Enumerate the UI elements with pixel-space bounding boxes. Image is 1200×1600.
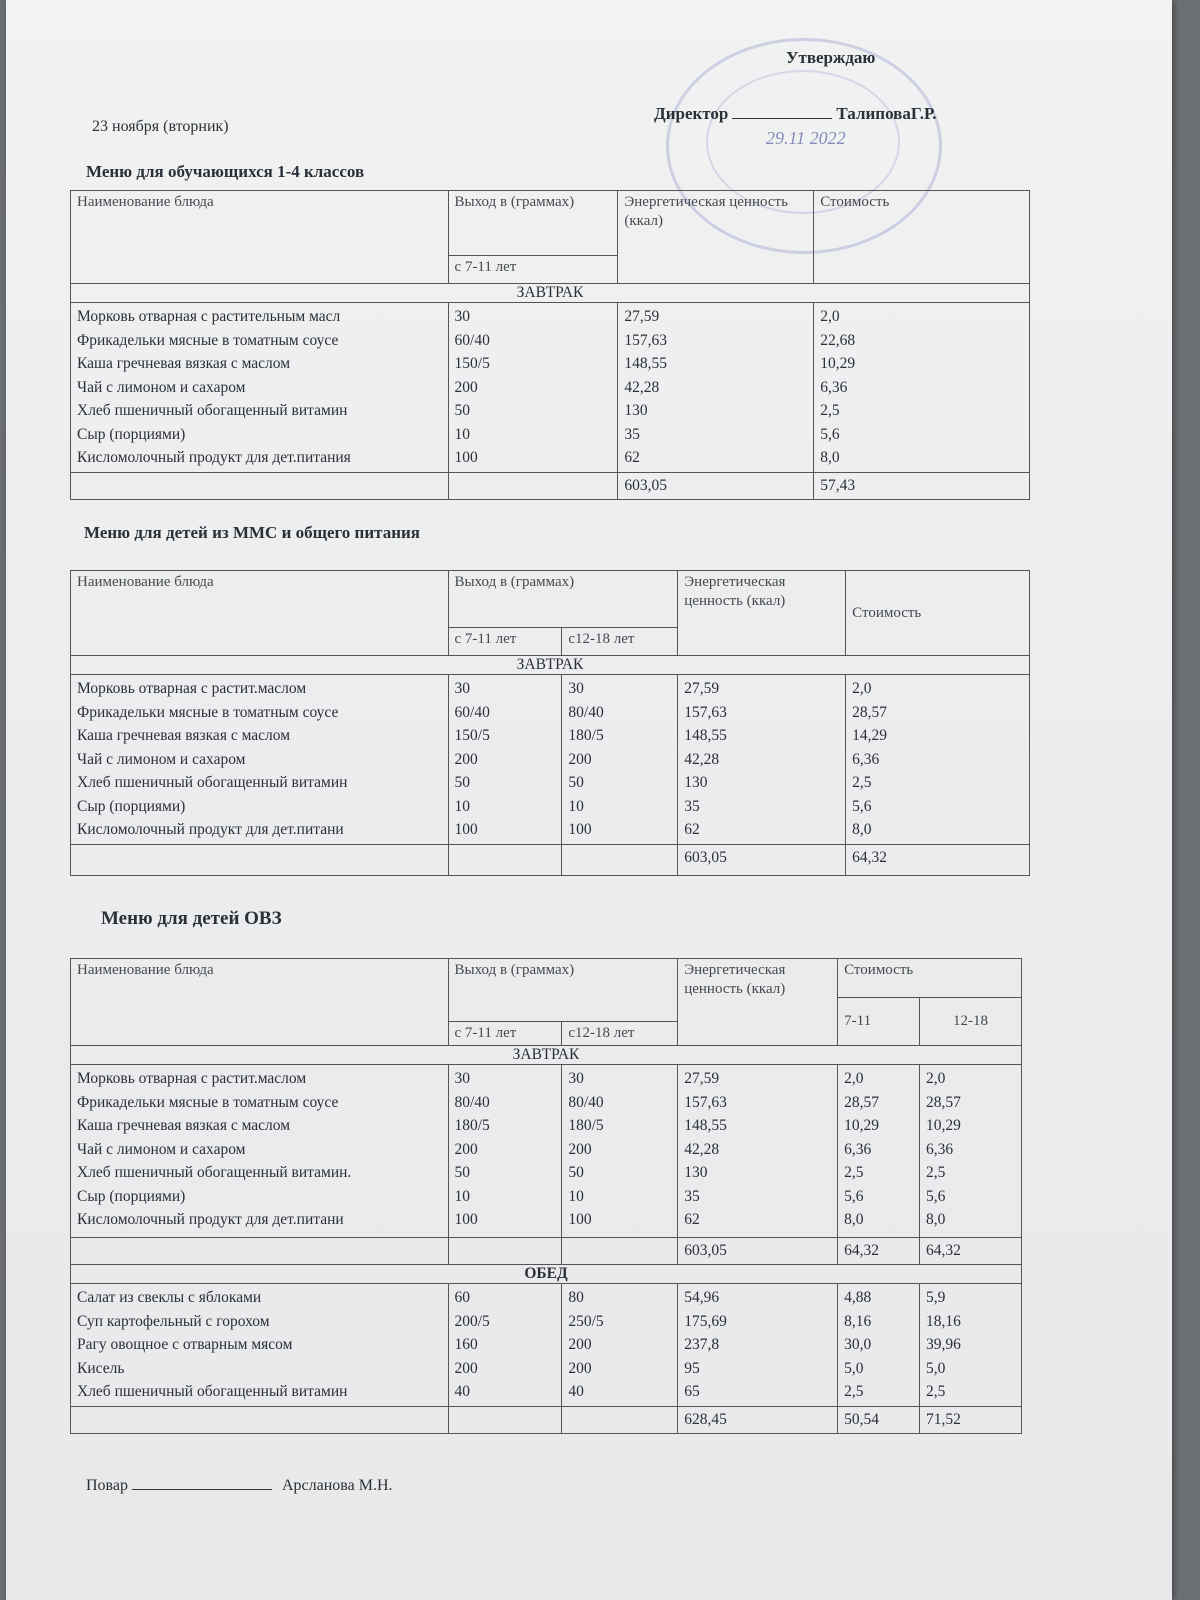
lunch-total-empty [71, 1406, 449, 1433]
cook-name: Арсланова М.Н. [282, 1477, 393, 1494]
col-energy-header: Энергетическая ценность (ккал) [618, 191, 814, 284]
breakfast-total-cost-12-18: 64,32 [920, 1238, 1022, 1265]
lunch-energy: 54,96 175,69 237,8 95 65 [678, 1284, 838, 1407]
menu-table-mms [70, 570, 1030, 876]
signature-line [732, 118, 832, 119]
signature-line [132, 1489, 272, 1490]
col-cost-header: Стоимость [846, 571, 1030, 656]
menu-table-1-4 [70, 190, 1030, 500]
total-cost: 64,32 [846, 845, 1030, 876]
lunch-cost-12-18: 5,9 18,16 39,96 5,0 2,5 [920, 1284, 1022, 1407]
breakfast-total-cost-7-11: 64,32 [838, 1238, 920, 1265]
approve-label: Утверждаю [786, 48, 876, 67]
table2-title: Меню для детей из ММС и общего питания [84, 523, 420, 542]
dish-names: Морковь отварная с растительным масл Фрикадельки мясные в томатным соусе Каша гречневая вязкая с маслом Чай с лимоном и сахаром Хлеб пшеничный обогащенный витамин Сыр (порциями) Кисломолочный продукт для дет.питания [71, 303, 449, 473]
dish-yields-12-18: 30 80/40 180/5 200 50 10 100 [562, 675, 678, 845]
col-age-7-11: с 7-11 лет [448, 628, 562, 656]
director-name: ТалиповаГ.Р. [836, 104, 937, 123]
breakfast-total-empty [71, 1238, 449, 1265]
col-cost-12-18: 12-18 [920, 998, 1022, 1046]
table3-title: Меню для детей ОВЗ [101, 908, 282, 929]
col-energy-header: Энергетическая ценность (ккал) [678, 959, 838, 1046]
col-cost-7-11: 7-11 [838, 998, 920, 1046]
dish-yields: 30 60/40 150/5 200 50 10 100 [448, 303, 618, 473]
total-energy: 603,05 [618, 473, 814, 500]
section-lunch: ОБЕД [71, 1265, 1022, 1284]
cook-signature-line [86, 1477, 393, 1495]
lunch-total-cost-12-18: 71,52 [920, 1406, 1022, 1433]
col-name-header: Наименование блюда [71, 191, 449, 284]
dish-names: Морковь отварная с растит.маслом Фрикадельки мясные в томатным соусе Каша гречневая вязкая с маслом Чай с лимоном и сахаром Хлеб пшеничный обогащенный витамин Сыр (порциями) Кисломолочный продукт для дет.питани [71, 675, 449, 845]
col-name-header: Наименование блюда [71, 571, 449, 656]
breakfast-energy: 27,59 157,63 148,55 42,28 130 35 62 [678, 1065, 838, 1238]
lunch-cost-7-11: 4,88 8,16 30,0 5,0 2,5 [838, 1284, 920, 1407]
lunch-yields-12-18: 80 250/5 200 200 40 [562, 1284, 678, 1407]
lunch-total-empty-1 [448, 1406, 562, 1433]
breakfast-cost-12-18: 2,0 28,57 10,29 6,36 2,5 5,6 8,0 [920, 1065, 1022, 1238]
col-age-header: с 7-11 лет [448, 256, 618, 284]
col-yield-header: Выход в (граммах) [448, 959, 678, 1022]
col-name-header: Наименование блюда [71, 959, 449, 1046]
breakfast-yields-7-11: 30 80/40 180/5 200 50 10 100 [448, 1065, 562, 1238]
col-cost-header: Стоимость [838, 959, 1022, 998]
dish-yields-7-11: 30 60/40 150/5 200 50 10 100 [448, 675, 562, 845]
col-yield-header: Выход в (граммах) [448, 571, 678, 628]
col-cost-header: Стоимость [814, 191, 1030, 284]
col-age-12-18: с12-18 лет [562, 628, 678, 656]
cook-label: Повар [86, 1477, 128, 1494]
breakfast-total-empty-2 [562, 1238, 678, 1265]
section-breakfast: ЗАВТРАК [71, 1046, 1022, 1065]
breakfast-yields-12-18: 30 80/40 180/5 200 50 10 100 [562, 1065, 678, 1238]
section-breakfast: ЗАВТРАК [71, 284, 1030, 303]
col-age-12-18: с12-18 лет [562, 1022, 678, 1046]
total-label-empty [71, 473, 449, 500]
total-energy: 603,05 [678, 845, 846, 876]
breakfast-total-empty-1 [448, 1238, 562, 1265]
section-breakfast: ЗАВТРАК [71, 656, 1030, 675]
total-cost: 57,43 [814, 473, 1030, 500]
col-age-7-11: с 7-11 лет [448, 1022, 562, 1046]
document-page [6, 0, 1172, 1600]
col-yield-header: Выход в (граммах) [448, 191, 618, 256]
dish-energy: 27,59 157,63 148,55 42,28 130 35 62 [618, 303, 814, 473]
lunch-total-empty-2 [562, 1406, 678, 1433]
total-yield-empty [448, 473, 618, 500]
total-empty-1 [448, 845, 562, 876]
dish-cost: 2,0 28,57 14,29 6,36 2,5 5,6 8,0 [846, 675, 1030, 845]
lunch-total-energy: 628,45 [678, 1406, 838, 1433]
menu-table-ovz [70, 958, 1022, 1434]
col-energy-header: Энергетическая ценность (ккал) [678, 571, 846, 656]
director-label: Директор [654, 104, 729, 123]
lunch-dish-names: Салат из свеклы с яблоками Суп картофельный с горохом Рагу овощное с отварным мясом Кисель Хлеб пшеничный обогащенный витамин [71, 1284, 449, 1407]
dish-cost: 2,0 22,68 10,29 6,36 2,5 5,6 8,0 [814, 303, 1030, 473]
breakfast-dish-names: Морковь отварная с растит.маслом Фрикадельки мясные в томатным соусе Каша гречневая вязкая с маслом Чай с лимоном и сахаром Хлеб пшеничный обогащенный витамин. Сыр (порциями) Кисломолочный продукт для дет.питани [71, 1065, 449, 1238]
total-label-empty [71, 845, 449, 876]
lunch-total-cost-7-11: 50,54 [838, 1406, 920, 1433]
menu-date: 23 ноября (вторник) [92, 118, 229, 135]
director-signature-line [654, 104, 936, 124]
lunch-yields-7-11: 60 200/5 160 200 40 [448, 1284, 562, 1407]
breakfast-total-energy: 603,05 [678, 1238, 838, 1265]
breakfast-cost-7-11: 2,0 28,57 10,29 6,36 2,5 5,6 8,0 [838, 1065, 920, 1238]
total-empty-2 [562, 845, 678, 876]
table1-title: Меню для обучающихся 1-4 классов [86, 162, 365, 181]
signature-date: 29.11 2022 [766, 128, 846, 148]
dish-energy: 27,59 157,63 148,55 42,28 130 35 62 [678, 675, 846, 845]
